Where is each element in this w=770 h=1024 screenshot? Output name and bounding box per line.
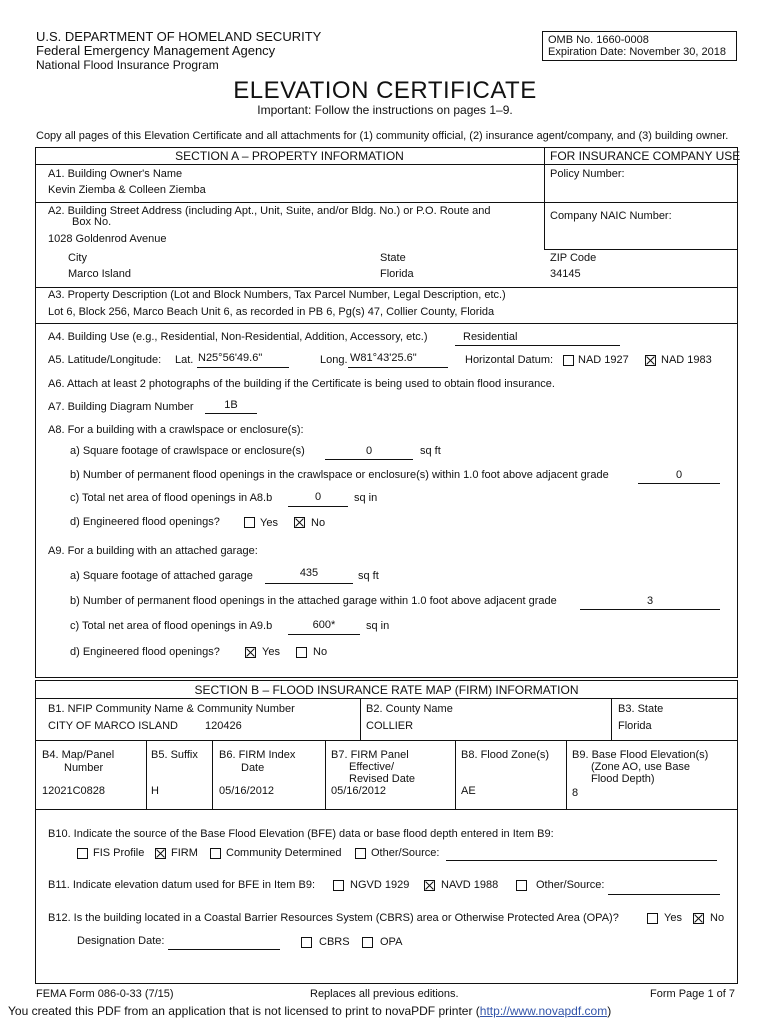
a4-value[interactable]: Residential [463,331,518,343]
zip-label: ZIP Code [550,252,597,264]
b9-label: B9. Base Flood Elevation(s) [572,749,709,761]
a9a-unit: sq ft [358,570,379,582]
designation-date-input[interactable] [168,949,280,950]
a9c-unit: sq in [366,620,390,632]
a8d-yes-label: Yes [260,517,278,529]
b8-label: B8. Flood Zone(s) [461,749,550,761]
b10-label: B10. Indicate the source of the Base Flood Elevation (BFE) data or base flood depth entered in Item B9: [48,828,554,840]
b9-label-cont1: (Zone AO, use Base [591,761,691,773]
b11-other-input[interactable] [608,894,720,895]
b8-value[interactable]: AE [461,785,476,797]
state-label: State [380,252,406,264]
a9d-no-label: No [313,646,328,658]
other-source-checkbox[interactable] [355,848,366,859]
navd1988-checkbox[interactable] [424,880,435,891]
novapdf-link[interactable]: http://www.novapdf.com [479,1004,608,1018]
section-b-heading: SECTION B – FLOOD INSURANCE RATE MAP (FIRM) INFORMATION [194,683,579,697]
copy-note: Copy all pages of this Elevation Certificate and all attachments for (1) community official, (2) insurance agent/company, and (3) building owner. [36,130,729,142]
b4-label: B4. Map/Panel [42,749,115,761]
b12-label: B12. Is the building located in a Coastal Barrier Resources System (CBRS) area or Otherwise Protected Area (OPA)? [48,912,619,924]
a7-label: A7. Building Diagram Number [48,401,194,413]
other-source-input[interactable] [446,860,717,861]
b11-other-checkbox[interactable] [516,880,527,891]
firm-checkbox[interactable] [155,848,166,859]
naic-label: Company NAIC Number: [550,210,672,222]
department-name: U.S. DEPARTMENT OF HOMELAND SECURITY [36,29,322,44]
a8c-label: c) Total net area of flood openings in A8.b [70,492,273,504]
b1-label: B1. NFIP Community Name & Community Number [48,703,295,715]
a9a-value[interactable]: 435 [299,567,319,579]
a9a-label: a) Square footage of attached garage [70,570,253,582]
a8d-label: d) Engineered flood openings? [70,516,220,528]
b7-label-cont2: Revised Date [349,773,416,785]
b1-community-name[interactable]: CITY OF MARCO ISLAND [48,720,178,732]
city-value[interactable]: Marco Island [68,268,131,280]
opa-label: OPA [380,936,403,948]
a8c-unit: sq in [354,492,378,504]
b12-no-checkbox[interactable] [693,913,704,924]
long-value[interactable]: W81°43'25.6" [350,352,417,364]
b1-community-number[interactable]: 120426 [205,720,242,732]
b12-no-label: No [710,912,725,924]
b7-label: B7. FIRM Panel [331,749,409,761]
a9-label: A9. For a building with an attached garage: [48,545,258,557]
replaces-note: Replaces all previous editions. [310,988,459,1000]
a3-value[interactable]: Lot 6, Block 256, Marco Beach Unit 6, as recorded in PB 6, Pg(s) 47, Collier County, Florida [48,306,495,318]
a9d-yes-checkbox[interactable] [245,647,256,658]
expiration-date: Expiration Date: November 30, 2018 [548,46,726,58]
b2-value[interactable]: COLLIER [366,720,414,732]
b6-label-cont: Date [241,762,265,774]
a8d-no-checkbox[interactable] [294,517,305,528]
a8b-label: b) Number of permanent flood openings in the crawlspace or enclosure(s) within 1.0 foot above adjacent grade [70,469,609,481]
a8a-unit: sq ft [420,445,441,457]
section-a-heading: SECTION A – PROPERTY INFORMATION [175,149,404,163]
community-determined-label: Community Determined [226,847,342,859]
navd1988-label: NAVD 1988 [441,879,499,891]
a9d-label: d) Engineered flood openings? [70,646,220,658]
b11-other-label: Other/Source: [536,879,605,891]
novapdf-notice-text: You created this PDF from an application that is not licensed to print to novaPDF printer ( [8,1004,480,1018]
a4-label: A4. Building Use (e.g., Residential, Non-Residential, Addition, Accessory, etc.) [48,331,428,343]
zip-value[interactable]: 34145 [550,268,581,280]
b7-value[interactable]: 05/16/2012 [331,785,387,797]
a8d-yes-checkbox[interactable] [244,517,255,528]
b5-value[interactable]: H [151,785,159,797]
horizontal-datum-label: Horizontal Datum: [465,354,554,366]
a8c-value[interactable]: 0 [314,491,322,503]
b2-label: B2. County Name [366,703,453,715]
novapdf-notice-close: ) [607,1004,612,1018]
nad1927-checkbox[interactable] [563,355,574,366]
b9-label-cont2: Flood Depth) [591,773,655,785]
b4-value[interactable]: 12021C0828 [42,785,106,797]
lat-label: Lat. [175,354,194,366]
ngvd1929-label: NGVD 1929 [350,879,410,891]
a8d-no-label: No [311,517,326,529]
novapdf-notice [8,1004,611,1018]
a9c-value[interactable]: 600* [312,619,336,631]
city-label: City [68,252,87,264]
a8b-value[interactable]: 0 [675,469,683,481]
a9b-value[interactable]: 3 [646,595,654,607]
designation-date-label: Designation Date: [77,935,165,947]
nad1983-checkbox[interactable] [645,355,656,366]
a1-label: A1. Building Owner's Name [48,168,183,180]
b7-label-cont1: Effective/ [349,761,395,773]
agency-name: Federal Emergency Management Agency [36,43,276,58]
company-use-heading: FOR INSURANCE COMPANY USE [550,149,741,163]
b6-value[interactable]: 05/16/2012 [219,785,275,797]
a1-value[interactable]: Kevin Ziemba & Colleen Ziemba [48,184,206,196]
fis-profile-label: FIS Profile [93,847,145,859]
form-number: FEMA Form 086-0-33 (7/15) [36,988,174,1000]
opa-checkbox[interactable] [362,937,373,948]
a8-label: A8. For a building with a crawlspace or enclosure(s): [48,424,304,436]
policy-number-label: Policy Number: [550,168,625,180]
b9-value[interactable]: 8 [572,787,579,799]
state-value[interactable]: Florida [380,268,414,280]
b3-label: B3. State [618,703,664,715]
b12-yes-checkbox[interactable] [647,913,658,924]
b3-value[interactable]: Florida [618,720,652,732]
a2-value[interactable]: 1028 Goldenrod Avenue [48,233,167,245]
firm-label: FIRM [171,847,198,859]
a2-label-cont: Box No. [72,216,112,228]
b6-label: B6. FIRM Index [219,749,296,761]
a3-label: A3. Property Description (Lot and Block Numbers, Tax Parcel Number, Legal Description, etc.) [48,289,506,301]
lat-value[interactable]: N25°56'49.6" [198,352,263,364]
b12-yes-label: Yes [664,912,682,924]
a9d-no-checkbox[interactable] [296,647,307,658]
a9b-label: b) Number of permanent flood openings in the attached garage within 1.0 foot above adjacent grade [70,595,557,607]
a7-value[interactable]: 1B [224,399,238,411]
a6-label: A6. Attach at least 2 photographs of the building if the Certificate is being used to obtain flood insurance. [48,378,555,390]
cbrs-label: CBRS [319,936,350,948]
page-number: Form Page 1 of 7 [650,988,735,1000]
fis-profile-checkbox[interactable] [77,848,88,859]
program-name: National Flood Insurance Program [36,58,219,72]
a2-label: A2. Building Street Address (including Apt., Unit, Suite, and/or Bldg. No.) or P.O. Route and [48,205,491,217]
cbrs-checkbox[interactable] [301,937,312,948]
a5-label: A5. Latitude/Longitude: [48,354,162,366]
a8a-value[interactable]: 0 [365,445,373,457]
other-source-label: Other/Source: [371,847,440,859]
page-title: ELEVATION CERTIFICATE [233,77,537,104]
important-note: Important: Follow the instructions on pages 1–9. [257,103,513,117]
ngvd1929-checkbox[interactable] [333,880,344,891]
b5-label: B5. Suffix [151,749,198,761]
a9d-yes-label: Yes [262,646,280,658]
omb-number: OMB No. 1660-0008 [548,34,649,46]
nad1983-label: NAD 1983 [661,354,712,366]
a9c-label: c) Total net area of flood openings in A9.b [70,620,273,632]
b11-label: B11. Indicate elevation datum used for BFE in Item B9: [48,879,315,891]
long-label: Long. [320,354,348,366]
nad1927-label: NAD 1927 [578,354,629,366]
community-determined-checkbox[interactable] [210,848,221,859]
a8a-label: a) Square footage of crawlspace or enclosure(s) [70,445,305,457]
b4-label-cont: Number [64,762,104,774]
